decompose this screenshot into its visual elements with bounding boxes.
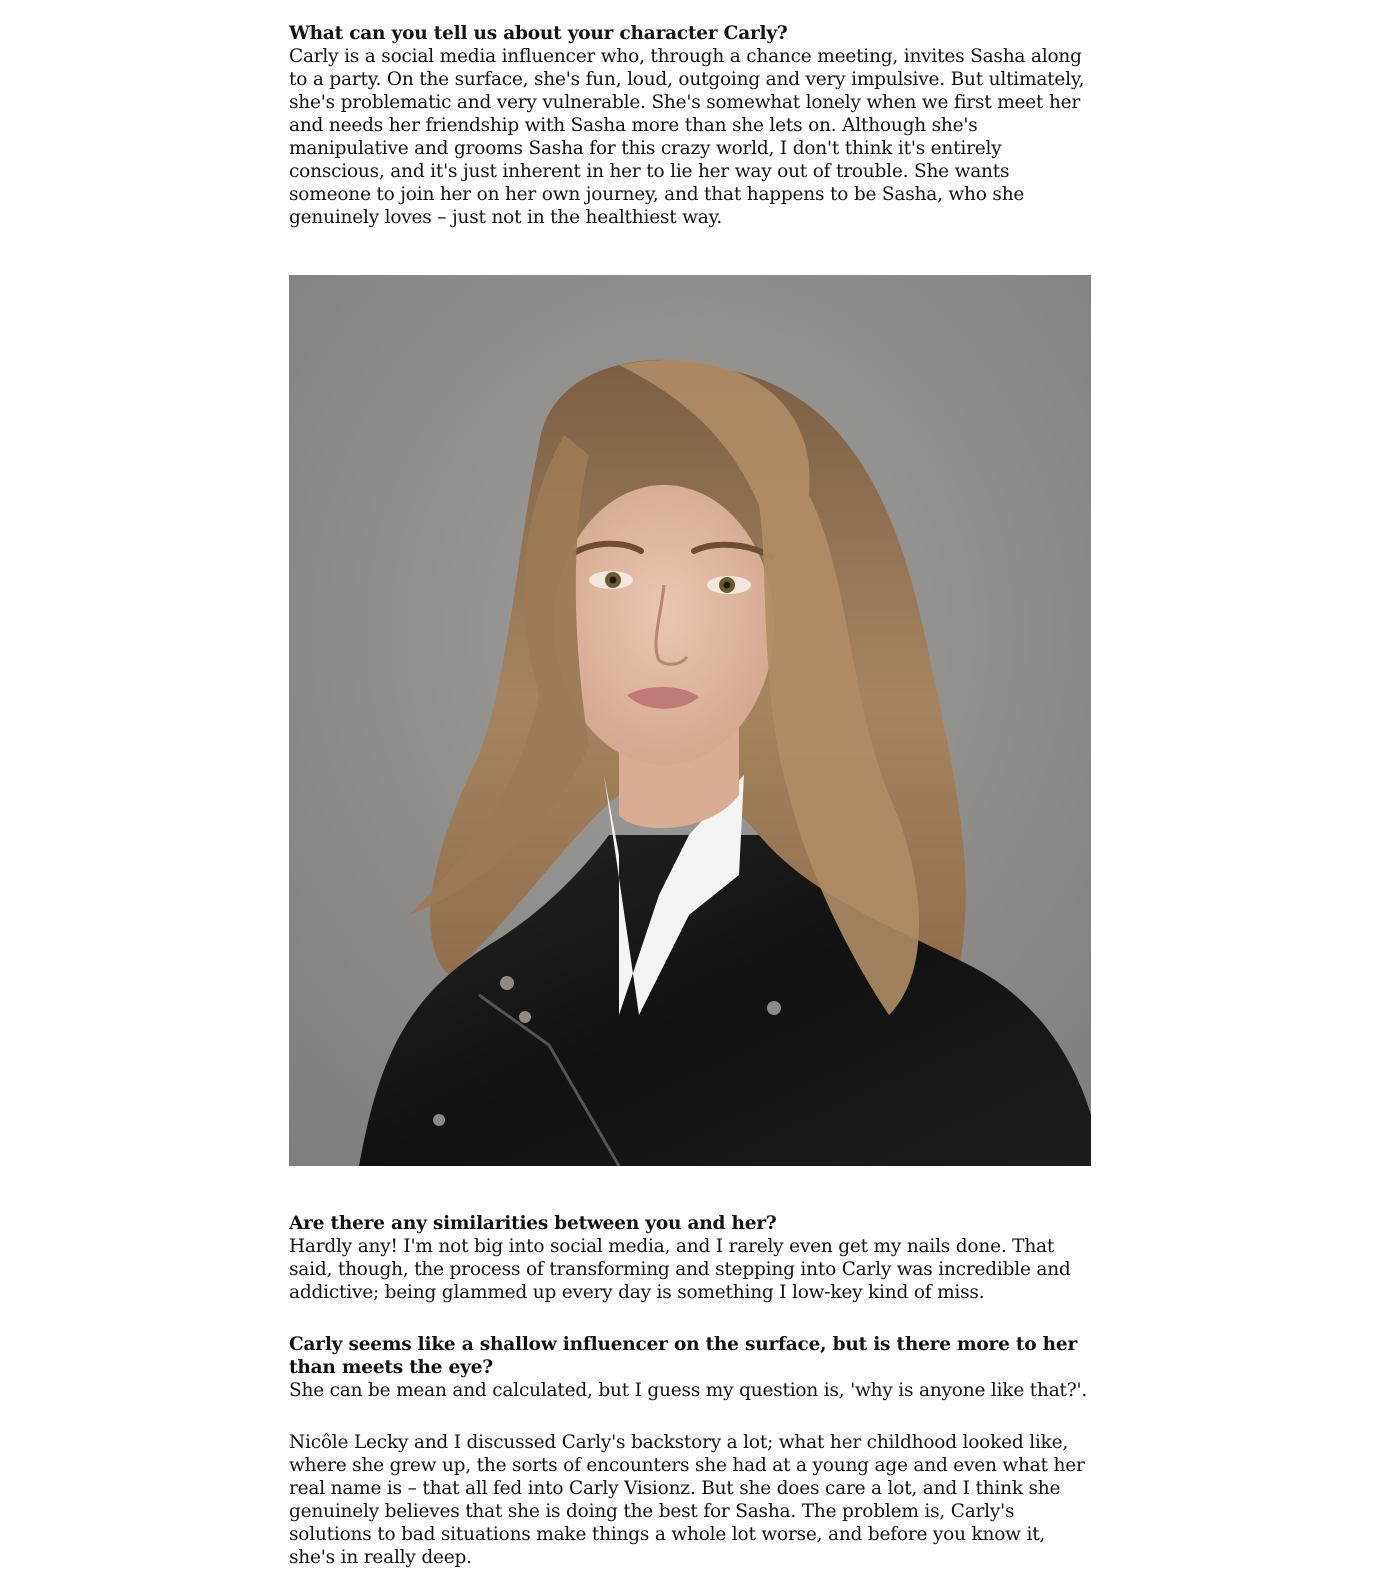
- answer-paragraph: Carly is a social media influencer who, through a chance meeting, invites Sasha along to a party. On the surface, she's fun, loud, outgoing and very impulsive. But ultimately, she's problematic and very vulnerable. She's somewhat lonely when we first meet her and needs her friendship with Sasha more than she lets on. Although she's manipulative and grooms Sasha for this crazy world, I don't think it's entirely conscious, and it's just inherent in her to lie her way out of trouble. She wants someone to join her on her own journey, and that happens to be Sasha, who she genuinely loves – just not in the healthiest way.: [289, 46, 1085, 228]
- qa-block-character: [289, 22, 1091, 229]
- answer-paragraph: She can be mean and calculated, but I guess my question is, 'why is anyone like that?'.: [289, 1380, 1088, 1401]
- answer-paragraph: Hardly any! I'm not big into social media, and I rarely even get my nails done. That said, though, the process of transforming and stepping into Carly was incredible and addictive; being glammed up every day is something I low-key kind of miss.: [289, 1236, 1071, 1303]
- question-heading: What can you tell us about your character Carly?: [289, 23, 788, 44]
- qa-block-influencer: [289, 1333, 1091, 1402]
- face: [554, 485, 774, 765]
- question-heading: Carly seems like a shallow influencer on the surface, but is there more to her than meets the eye?: [289, 1334, 1078, 1378]
- qa-block-similarities: [289, 1212, 1091, 1304]
- question-heading: Are there any similarities between you and her?: [289, 1213, 777, 1234]
- portrait-photo: [289, 275, 1091, 1166]
- closing-paragraph: Nicôle Lecky and I discussed Carly's backstory a lot; what her childhood looked like, where she grew up, the sorts of encounters she had at a young age and even what her real name is – that all fed into Carly Visionz. But she does care a lot, and I think she genuinely believes that she is doing the best for Sasha. The problem is, Carly's solutions to bad situations make things a whole lot worse, and before you know it, she's in really deep.: [289, 1432, 1085, 1568]
- article-body: [289, 22, 1091, 1569]
